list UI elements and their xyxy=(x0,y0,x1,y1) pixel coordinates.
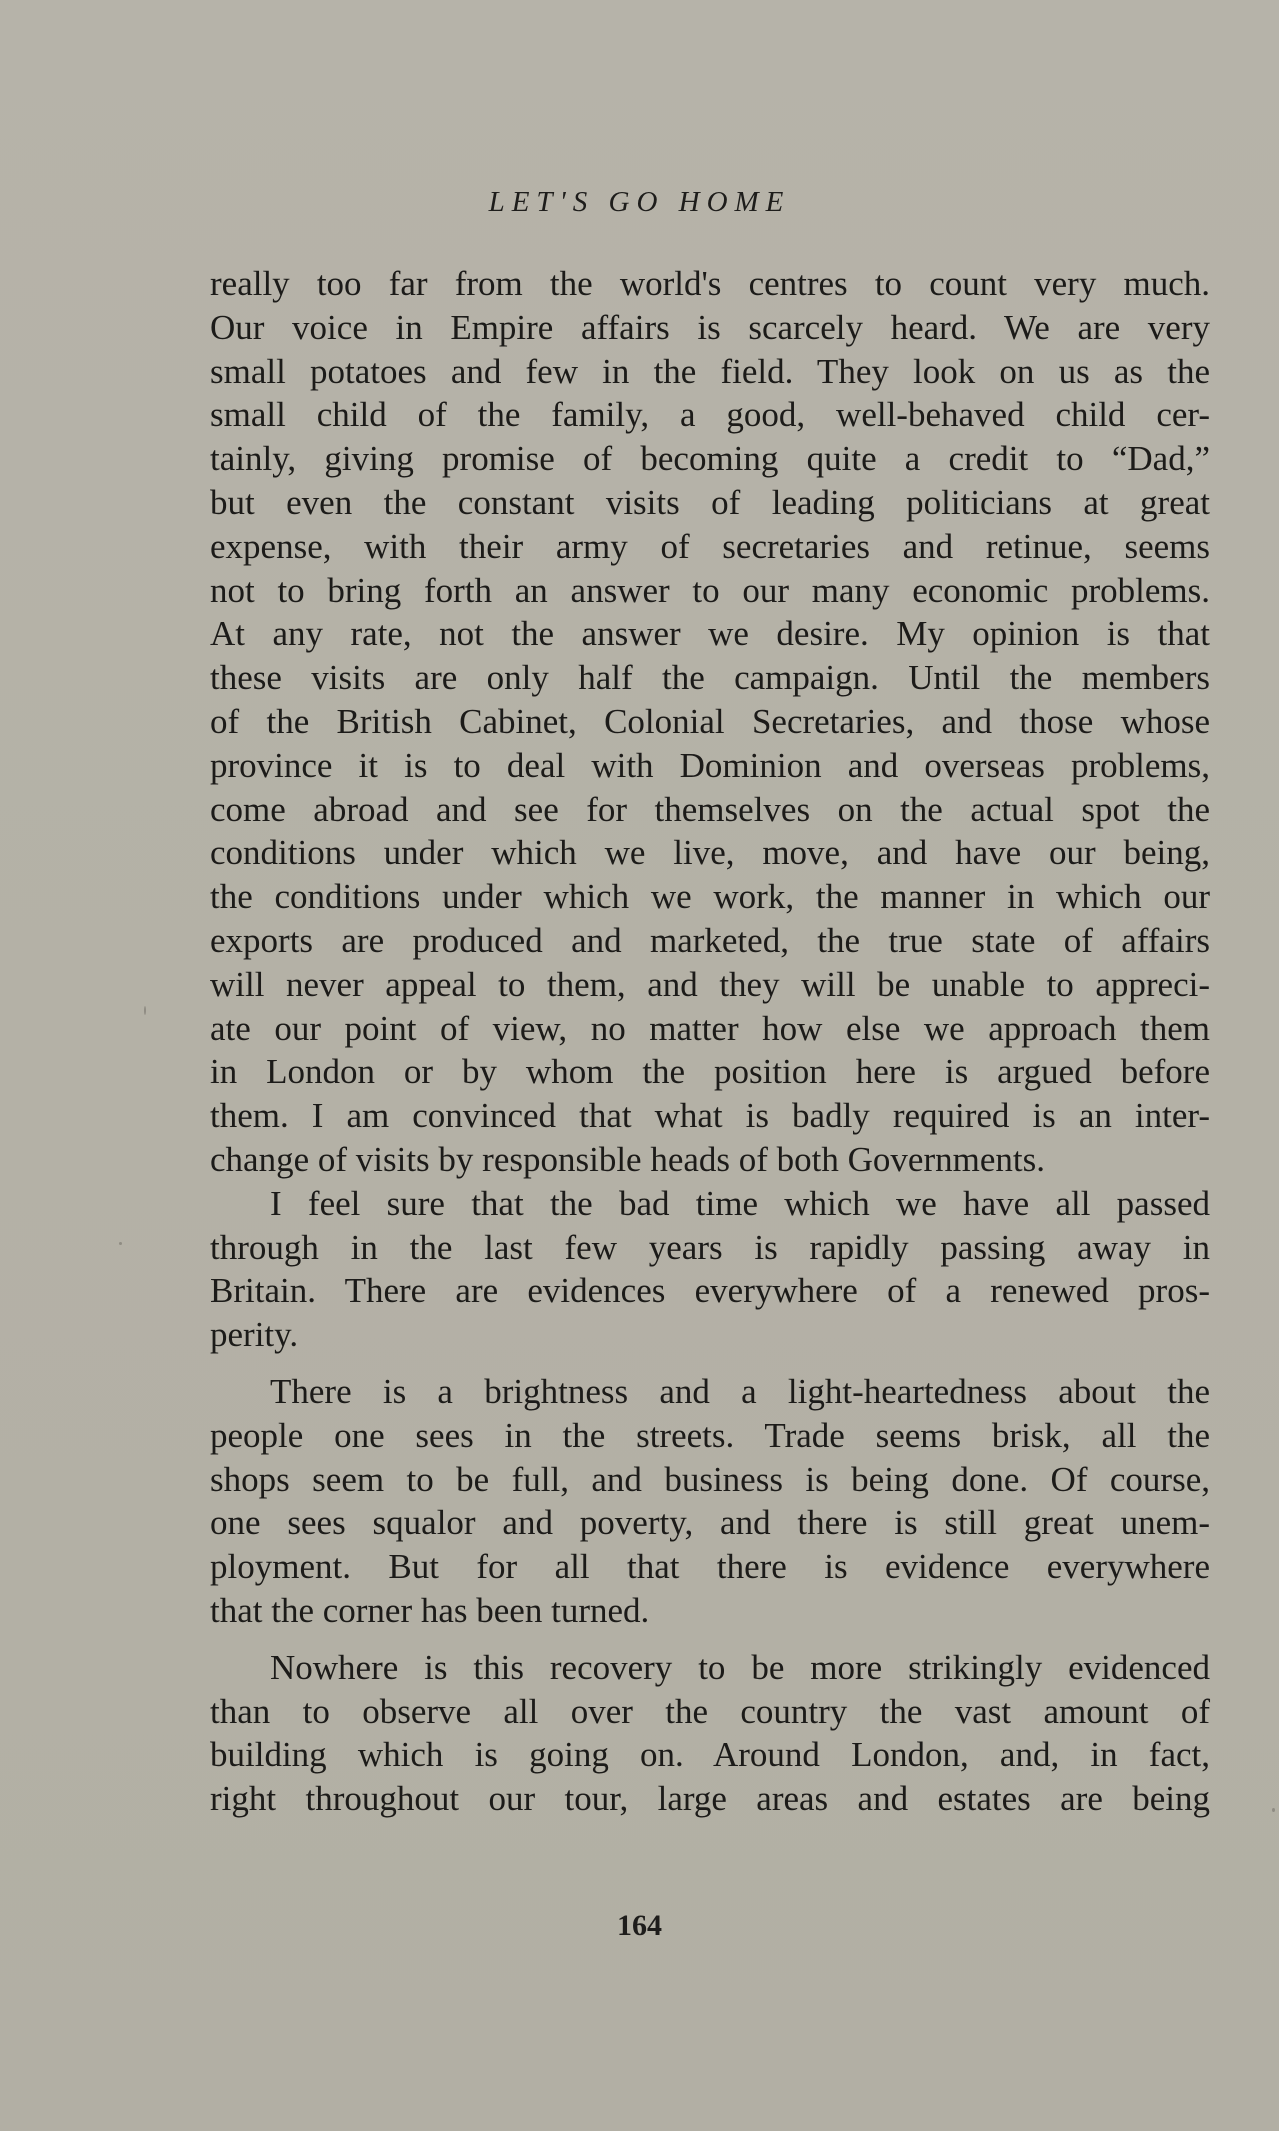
paragraph-gap xyxy=(210,1633,1210,1646)
text-line: shops seem to be full, and business is being done. Of course, xyxy=(210,1459,1210,1499)
text-line: right throughout our tour, large areas and estates are being xyxy=(210,1779,1210,1819)
text-line: really too far from the world's centres to count very much. xyxy=(210,264,1210,303)
text-line: the conditions under which we work, the manner in which our xyxy=(210,877,1210,917)
text-line: expense, with their army of secretaries and retinue, seems xyxy=(210,526,1210,566)
text-line: in London or by whom the position here is argued before xyxy=(210,1052,1210,1092)
text-line: building which is going on. Around London, and, in fact, xyxy=(210,1735,1210,1775)
text-line: province it is to deal with Dominion and overseas problems, xyxy=(210,745,1210,785)
text-line: tainly, giving promise of becoming quite a credit to “Dad,” xyxy=(210,439,1210,479)
paragraph-2 xyxy=(210,1182,1210,1357)
running-head: LET'S GO HOME xyxy=(488,186,791,218)
text-line: come abroad and see for themselves on the actual spot the xyxy=(210,789,1210,829)
text-line: Nowhere is this recovery to be more strikingly evidenced xyxy=(270,1647,1210,1687)
text-line: conditions under which we live, move, and have our being, xyxy=(210,833,1210,873)
text-line: I feel sure that the bad time which we have all passed xyxy=(270,1183,1210,1223)
paper-speck xyxy=(119,1242,122,1245)
text-line: than to observe all over the country the vast amount of xyxy=(210,1691,1210,1731)
paragraph-gap xyxy=(210,1357,1210,1370)
text-line: ate our point of view, no matter how else we approach them xyxy=(210,1008,1210,1048)
body-text xyxy=(210,262,1210,1821)
text-line: exports are produced and marketed, the true state of affairs xyxy=(210,920,1210,960)
text-line: ployment. But for all that there is evidence everywhere xyxy=(210,1547,1210,1587)
paragraph-4 xyxy=(210,1646,1210,1821)
text-line: that the corner has been turned. xyxy=(210,1590,650,1630)
text-line: There is a brightness and a light-heartedness about the xyxy=(270,1371,1210,1411)
text-line: of the British Cabinet, Colonial Secretaries, and those whose xyxy=(210,701,1210,741)
text-line: one sees squalor and poverty, and there is still great unem- xyxy=(210,1503,1210,1543)
text-line: these visits are only half the campaign. Until the members xyxy=(210,658,1210,698)
paragraph-1 xyxy=(210,262,1210,1182)
paragraph-3 xyxy=(210,1370,1210,1633)
text-line: not to bring forth an answer to our many economic problems. xyxy=(210,570,1210,610)
text-line: Britain. There are evidences everywhere of a renewed pros- xyxy=(210,1271,1210,1311)
text-line: small child of the family, a good, well-behaved child cer- xyxy=(210,395,1210,435)
text-line: change of visits by responsible heads of both Governments. xyxy=(210,1139,1045,1179)
text-line: small potatoes and few in the field. They look on us as the xyxy=(210,351,1210,391)
text-line: through in the last few years is rapidly passing away in xyxy=(210,1227,1210,1267)
text-line: perity. xyxy=(210,1315,299,1355)
text-line: will never appeal to them, and they will be unable to appreci- xyxy=(210,964,1210,1004)
text-line: but even the constant visits of leading politicians at great xyxy=(210,482,1210,522)
text-line: people one sees in the streets. Trade seems brisk, all the xyxy=(210,1415,1210,1455)
text-line: Our voice in Empire affairs is scarcely heard. We are very xyxy=(210,307,1210,347)
text-line: At any rate, not the answer we desire. My opinion is that xyxy=(210,614,1210,654)
page-number: 164 xyxy=(617,1909,662,1942)
paper-speck xyxy=(144,1006,146,1015)
text-line: them. I am convinced that what is badly required is an inter- xyxy=(210,1096,1210,1136)
paper-speck xyxy=(1272,1808,1275,1812)
